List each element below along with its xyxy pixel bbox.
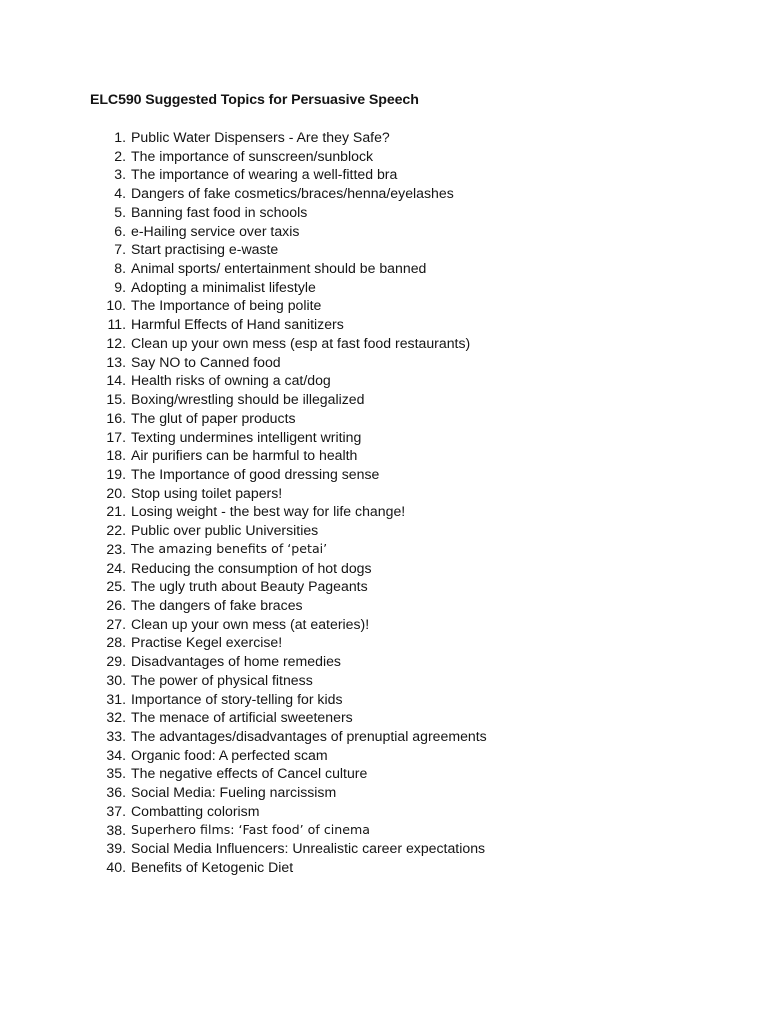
- topic-number: 25.: [106, 578, 126, 595]
- topic-text: Texting undermines intelligent writing: [131, 428, 362, 445]
- list-item: [0, 390, 487, 409]
- topic-text: Losing weight - the best way for life change!: [131, 503, 406, 520]
- topic-text: Say NO to Canned food: [131, 353, 281, 370]
- topic-number: 39.: [106, 840, 126, 857]
- topic-number: 34.: [106, 746, 126, 763]
- topic-number: 10.: [106, 297, 126, 314]
- topic-number: 4.: [114, 185, 126, 202]
- topic-number: 12.: [106, 334, 126, 351]
- topic-number: 3.: [114, 166, 126, 183]
- topic-text: Harmful Effects of Hand sanitizers: [131, 316, 344, 333]
- list-item: [0, 353, 487, 372]
- topic-text: Adopting a minimalist lifestyle: [131, 278, 316, 295]
- topic-text: Reducing the consumption of hot dogs: [131, 559, 372, 576]
- topic-text: Disadvantages of home remedies: [131, 653, 341, 670]
- topic-number: 29.: [106, 653, 126, 670]
- list-item: [0, 802, 487, 821]
- topic-text: Banning fast food in schools: [131, 203, 308, 220]
- topic-number: 19.: [106, 465, 126, 482]
- topic-text: Stop using toilet papers!: [131, 484, 283, 501]
- topic-text: The importance of wearing a well-fitted bra: [131, 166, 398, 183]
- list-item: [0, 559, 487, 578]
- list-item: [0, 708, 487, 727]
- document-title: ELC590 Suggested Topics for Persuasive Speech: [90, 92, 419, 108]
- topic-text: Practise Kegel exercise!: [131, 634, 283, 651]
- topic-text: Public over public Universities: [131, 522, 319, 539]
- list-item: [0, 764, 487, 783]
- topic-text: Importance of story-telling for kids: [131, 690, 343, 707]
- topic-text: The menace of artificial sweeteners: [131, 709, 353, 726]
- list-item: [0, 334, 487, 353]
- list-item: [0, 596, 487, 615]
- topic-text: e-Hailing service over taxis: [131, 222, 300, 239]
- list-item: [0, 222, 487, 241]
- list-item: [0, 502, 487, 521]
- topic-text: Dangers of fake cosmetics/braces/henna/eyelashes: [131, 185, 454, 202]
- list-item: [0, 184, 487, 203]
- list-item: [0, 615, 487, 634]
- list-item: [0, 128, 487, 147]
- topic-text: The amazing benefits of ‘petai’: [131, 540, 328, 556]
- list-item: [0, 465, 487, 484]
- list-item: [0, 296, 487, 315]
- list-item: [0, 484, 487, 503]
- list-item: [0, 727, 487, 746]
- topic-number: 22.: [106, 522, 126, 539]
- topic-number: 36.: [106, 784, 126, 801]
- topic-number: 15.: [106, 391, 126, 408]
- list-item: [0, 371, 487, 390]
- topic-number: 32.: [106, 709, 126, 726]
- topic-text: Combatting colorism: [131, 802, 260, 819]
- topic-number: 8.: [114, 260, 126, 277]
- topic-text: The dangers of fake braces: [131, 596, 303, 613]
- topic-text: The advantages/disadvantages of prenuptial agreements: [131, 728, 487, 744]
- topic-text: Superhero films: ‘Fast food’ of cinema: [131, 821, 370, 837]
- topic-text: Start practising e-waste: [131, 241, 279, 258]
- topic-number: 18.: [106, 447, 126, 464]
- topic-text: Clean up your own mess (esp at fast food restaurants): [131, 334, 471, 351]
- topic-number: 37.: [106, 802, 126, 819]
- topic-number: 20.: [106, 484, 126, 501]
- topic-number: 6.: [114, 222, 126, 239]
- topic-number: 31.: [106, 690, 126, 707]
- list-item: [0, 278, 487, 297]
- topic-text: Animal sports/ entertainment should be banned: [131, 260, 427, 277]
- topic-text: The power of physical fitness: [131, 671, 313, 688]
- list-item: [0, 259, 487, 278]
- topic-number: 21.: [106, 503, 126, 520]
- list-item: [0, 858, 487, 877]
- topic-number: 27.: [106, 615, 126, 632]
- topic-text: Clean up your own mess (at eateries)!: [131, 615, 370, 632]
- topic-text: Health risks of owning a cat/dog: [131, 372, 331, 389]
- list-item: [0, 633, 487, 652]
- list-item: [0, 671, 487, 690]
- topic-number: 14.: [106, 372, 126, 389]
- topic-number: 9.: [114, 278, 126, 295]
- topic-number: 23.: [106, 540, 126, 557]
- topic-text: The negative effects of Cancel culture: [131, 765, 368, 782]
- list-item: [0, 240, 487, 259]
- topic-number: 1.: [114, 129, 126, 145]
- topic-number: 35.: [106, 765, 126, 782]
- list-item: [0, 446, 487, 465]
- topic-number: 40.: [106, 859, 126, 876]
- list-item: [0, 746, 487, 765]
- topic-text: Organic food: A perfected scam: [131, 746, 328, 763]
- topic-number: 5.: [114, 203, 126, 220]
- topic-number: 26.: [106, 596, 126, 613]
- topic-number: 28.: [106, 634, 126, 651]
- topic-number: 33.: [106, 728, 126, 744]
- topic-list: [0, 128, 487, 877]
- topic-number: 38.: [106, 821, 126, 838]
- topic-text: Social Media: Fueling narcissism: [131, 784, 337, 801]
- topic-number: 7.: [114, 241, 126, 258]
- list-item: [0, 315, 487, 334]
- topic-number: 2.: [114, 147, 126, 164]
- list-item: [0, 652, 487, 671]
- list-item: [0, 821, 487, 840]
- topic-text: Public Water Dispensers - Are they Safe?: [131, 129, 390, 145]
- topic-text: Boxing/wrestling should be illegalized: [131, 391, 365, 408]
- topic-text: The Importance of good dressing sense: [131, 465, 380, 482]
- topic-text: The Importance of being polite: [131, 297, 322, 314]
- list-item: [0, 577, 487, 596]
- list-item: [0, 690, 487, 709]
- topic-number: 17.: [106, 428, 126, 445]
- topic-text: The ugly truth about Beauty Pageants: [131, 578, 368, 595]
- topic-text: Air purifiers can be harmful to health: [131, 447, 358, 464]
- list-item: [0, 165, 487, 184]
- topic-number: 30.: [106, 671, 126, 688]
- list-item: [0, 783, 487, 802]
- list-item: [0, 521, 487, 540]
- topic-number: 24.: [106, 559, 126, 576]
- topic-text: Benefits of Ketogenic Diet: [131, 859, 294, 876]
- topic-text: The importance of sunscreen/sunblock: [131, 147, 374, 164]
- list-item: [0, 428, 487, 447]
- list-item: [0, 147, 487, 166]
- topic-number: 11.: [107, 316, 126, 333]
- topic-text: Social Media Influencers: Unrealistic career expectations: [131, 840, 486, 857]
- topic-text: The glut of paper products: [131, 409, 296, 426]
- list-item: [0, 409, 487, 428]
- list-item: [0, 203, 487, 222]
- topic-number: 13.: [106, 353, 126, 370]
- topic-number: 16.: [106, 409, 126, 426]
- list-item: [0, 839, 487, 858]
- list-item: [0, 540, 487, 559]
